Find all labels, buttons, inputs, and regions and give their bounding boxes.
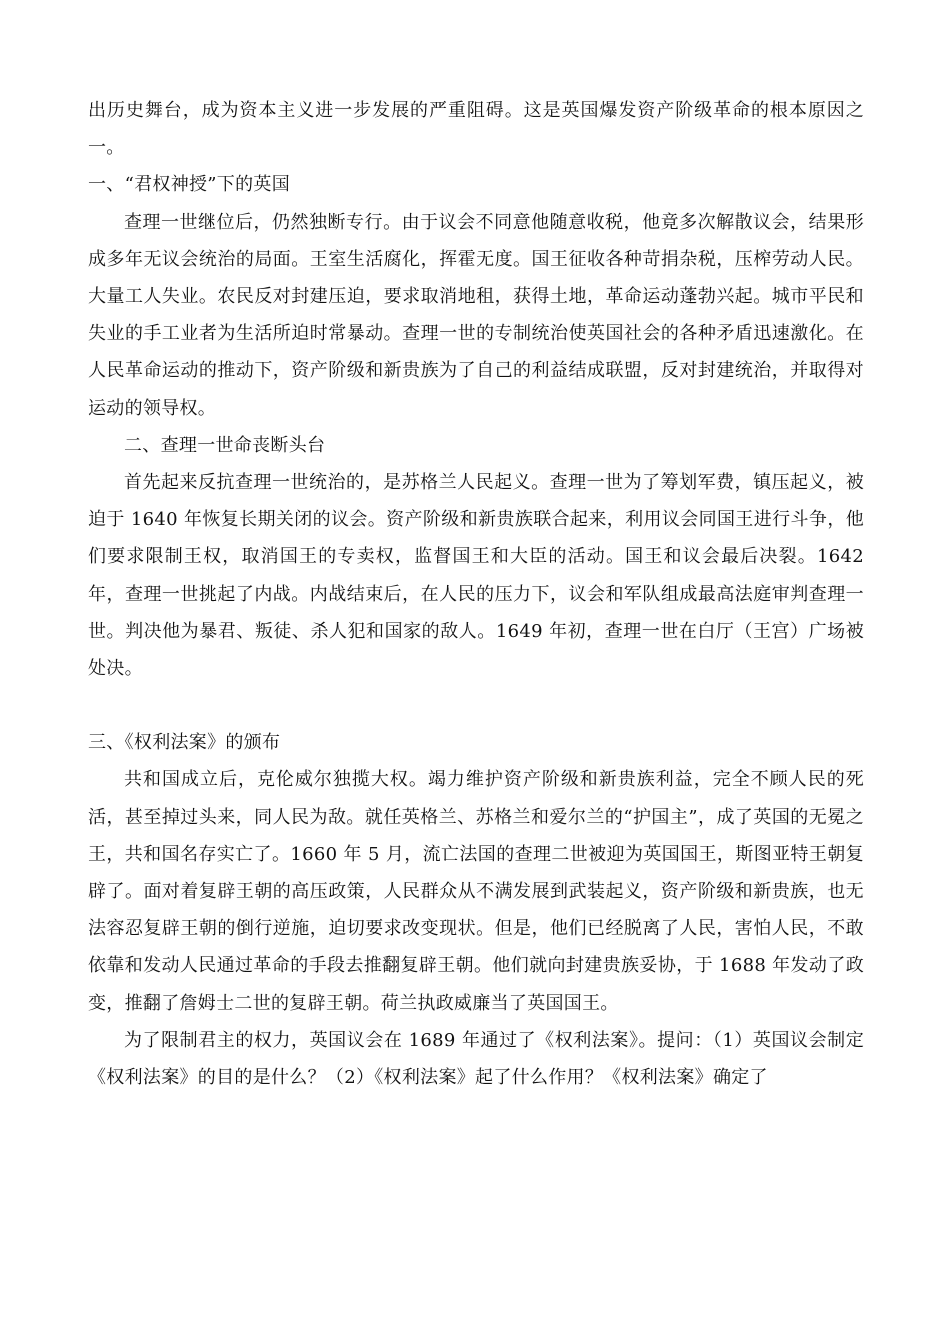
document-page [88, 92, 864, 1096]
section-heading-3: 三、《权利法案》的颁布 [88, 732, 281, 754]
paragraph-section-3-question: 为了限制君主的权力，英国议会在 1689 年通过了《权利法案》。提问：（1）英国议会制定《权利法案》的目的是什么？（2）《权利法案》起了什么作用？《权利法案》确定了 [88, 1029, 864, 1089]
paragraph-continuation: 出历史舞台，成为资本主义进一步发展的严重阻碍。这是英国爆发资产阶级革命的根本原因之一。 [88, 100, 864, 159]
blank-line [88, 687, 864, 724]
paragraph-section-2: 首先起来反抗查理一世统治的，是苏格兰人民起义。查理一世为了筹划军费，镇压起义，被迫于 1640 年恢复长期关闭的议会。资产阶级和新贵族联合起来，利用议会同国王进行斗争，他们要求限制王权，取消国王的专卖权，监督国王和大臣的活动。国王和议会最后决裂。1642 年，查理一世挑起了内战。内战结束后，在人民的压力下，议会和军队组成最高法庭审判查理一世。判决他为暴君、叛徒、杀人犯和国家的敌人。1649 年初，查理一世在白厅（王宫）广场被处决。 [88, 472, 864, 680]
paragraph-section-1: 查理一世继位后，仍然独断专行。由于议会不同意他随意收税，他竟多次解散议会，结果形成多年无议会统治的局面。王室生活腐化，挥霍无度。国王征收各种苛捐杂税，压榨劳动人民。大量工人失业。农民反对封建压迫，要求取消地租，获得土地，革命运动蓬勃兴起。城市平民和失业的手工业者为生活所迫时常暴动。查理一世的专制统治使英国社会的各种矛盾迅速激化。在人民革命运动的推动下，资产阶级和新贵族为了自己的利益结成联盟，反对封建统治，并取得对运动的领导权。 [88, 211, 864, 419]
section-heading-1: 一、“君权神授”下的英国 [88, 174, 291, 196]
paragraph-section-3: 共和国成立后，克伦威尔独揽大权。竭力维护资产阶级和新贵族利益，完全不顾人民的死活，甚至掉过头来，同人民为敌。就任英格兰、苏格兰和爱尔兰的“护国主”，成了英国的无冕之王，共和国名存实亡了。1660 年 5 月，流亡法国的查理二世被迎为英国国王，斯图亚特王朝复辟了。面对着复辟王朝的高压政策，人民群众从不满发展到武装起义，资产阶级和新贵族，也无法容忍复辟王朝的倒行逆施，迫切要求改变现状。但是，他们已经脱离了人民，害怕人民，不敢依靠和发动人民通过革命的手段去推翻复辟王朝。他们就向封建贵族妥协，于 1688 年发动了政变，推翻了詹姆士二世的复辟王朝。荷兰执政威廉当了英国国王。 [88, 769, 864, 1014]
section-heading-2: 二、查理一世命丧断头台 [124, 434, 326, 456]
